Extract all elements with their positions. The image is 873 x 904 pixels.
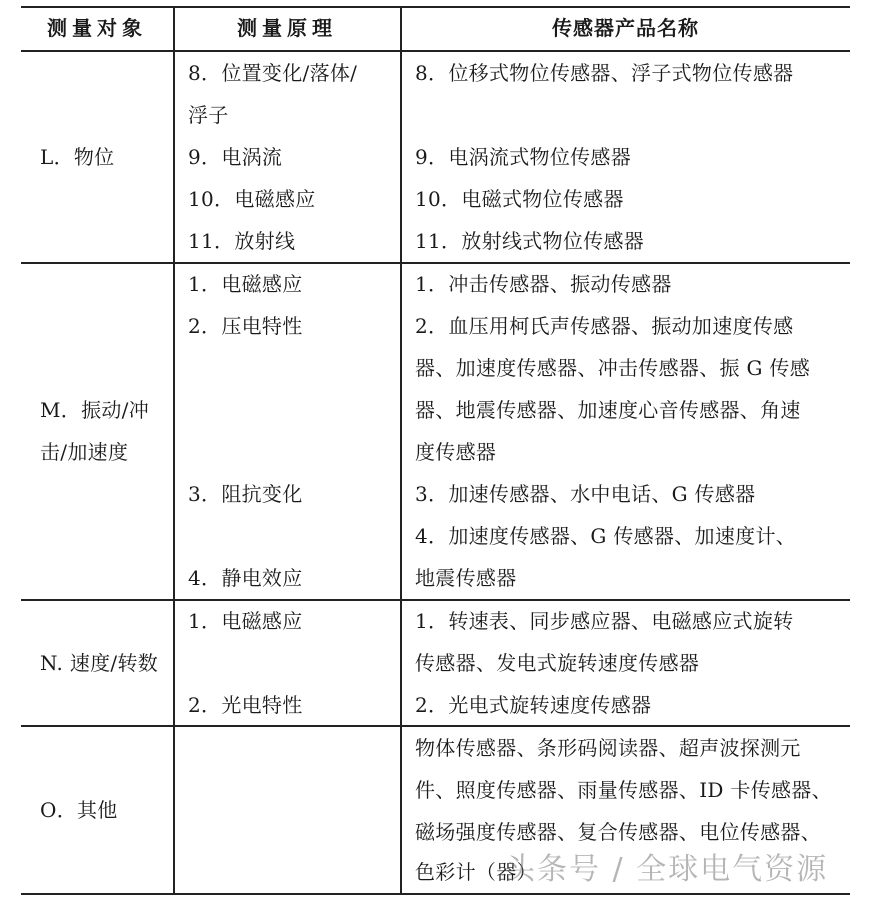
header-measured-object: 测量对象 bbox=[47, 16, 147, 40]
product-line: 传感器、发电式旋转速度传感器 bbox=[415, 651, 700, 675]
column-divider bbox=[400, 6, 402, 895]
product-line: 1．转速表、同步感应器、电磁感应式旋转 bbox=[415, 609, 794, 633]
product-line: 4．加速度传感器、G 传感器、加速度计、 bbox=[415, 524, 797, 548]
principle-line: 11．放射线 bbox=[188, 229, 296, 253]
product-line: 度传感器 bbox=[415, 440, 497, 464]
table-bottom-border bbox=[21, 893, 850, 895]
product-line: 2．光电式旋转速度传感器 bbox=[415, 693, 652, 717]
header-measuring-principle: 测量原理 bbox=[237, 16, 337, 40]
product-line: 物体传感器、条形码阅读器、超声波探测元 bbox=[415, 736, 801, 760]
object-cell: 击/加速度 bbox=[40, 440, 129, 464]
principle-line: 2．压电特性 bbox=[188, 314, 303, 338]
product-line: 2．血压用柯氏声传感器、振动加速度传感 bbox=[415, 314, 794, 338]
product-line: 器、加速度传感器、冲击传感器、振 G 传感 bbox=[415, 356, 810, 380]
product-line: 10．电磁式物位传感器 bbox=[415, 187, 624, 211]
principle-line: 1．电磁感应 bbox=[188, 609, 303, 633]
product-line: 8．位移式物位传感器、浮子式物位传感器 bbox=[415, 61, 794, 85]
object-cell: N. 速度/转数 bbox=[40, 651, 159, 675]
product-line: 3．加速传感器、水中电话、G 传感器 bbox=[415, 482, 756, 506]
product-line: 地震传感器 bbox=[415, 566, 517, 590]
column-divider bbox=[173, 6, 175, 895]
header-product-name: 传感器产品名称 bbox=[552, 16, 699, 40]
object-cell: M．振动/冲 bbox=[40, 398, 150, 422]
watermark: 头条号 / 全球电气资源 bbox=[505, 852, 829, 887]
sensor-table bbox=[21, 6, 850, 896]
object-cell: O．其他 bbox=[40, 798, 118, 822]
principle-line: 9．电涡流 bbox=[188, 145, 283, 169]
product-line: 11．放射线式物位传感器 bbox=[415, 229, 645, 253]
product-line: 9．电涡流式物位传感器 bbox=[415, 145, 632, 169]
principle-line: 浮子 bbox=[188, 103, 229, 127]
principle-line: 1．电磁感应 bbox=[188, 272, 303, 296]
product-line: 件、照度传感器、雨量传感器、ID 卡传感器、 bbox=[415, 778, 832, 802]
principle-line: 4．静电效应 bbox=[188, 566, 303, 590]
principle-line: 2．光电特性 bbox=[188, 693, 303, 717]
product-line: 器、地震传感器、加速度心音传感器、角速 bbox=[415, 398, 801, 422]
principle-line: 3．阻抗变化 bbox=[188, 482, 303, 506]
principle-line: 8．位置变化/落体/ bbox=[188, 61, 358, 85]
product-line: 色彩计（器） bbox=[415, 860, 537, 884]
principle-line: 10．电磁感应 bbox=[188, 187, 316, 211]
object-cell: L．物位 bbox=[40, 145, 115, 169]
product-line: 1．冲击传感器、振动传感器 bbox=[415, 272, 672, 296]
product-line: 磁场强度传感器、复合传感器、电位传感器、 bbox=[415, 820, 821, 844]
